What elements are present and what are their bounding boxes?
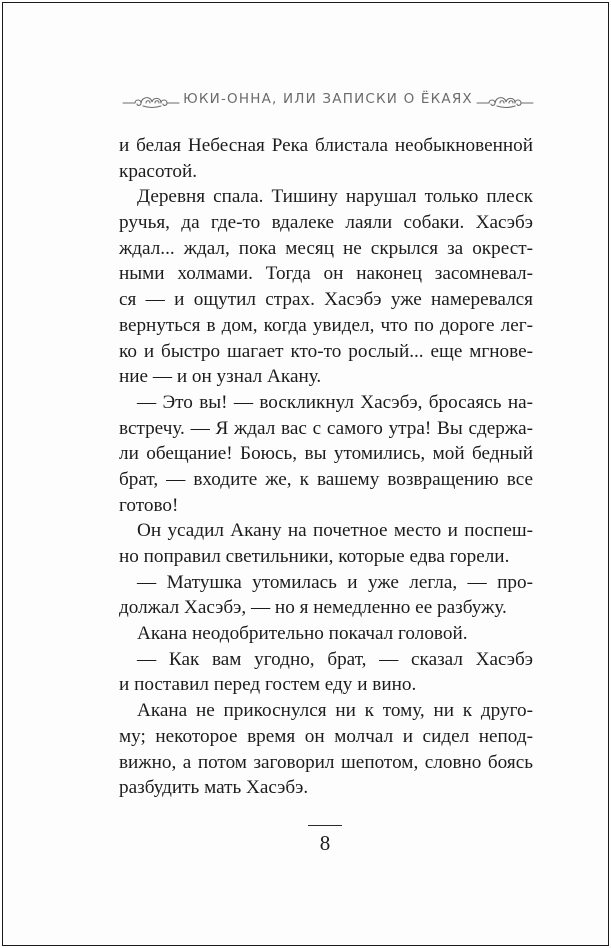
text-line: брат, — входите же, к вашему возвращению все	[119, 468, 533, 490]
text-line: ручья, да где-то вдалеке лаяли собаки. Хасэбэ	[119, 212, 533, 234]
text-line: красотой.	[119, 160, 198, 182]
text-line: Акана не прикоснулся ни к тому, ни к друго-	[137, 700, 533, 722]
cloud-ornament-left-icon	[121, 91, 181, 111]
text-line: разбудить мать Хасэбэ.	[119, 777, 309, 799]
text-line: но поправил светильники, которые едва горели.	[119, 546, 510, 567]
text-line: му; некоторое время он молчал и сидел непод-	[119, 725, 533, 747]
page-header	[3, 87, 608, 115]
text-line: ние — и он узнал Акану.	[119, 366, 322, 388]
paragraph	[119, 133, 533, 184]
text-line: Деревня спала. Тишину нарушал только плеск	[137, 186, 533, 208]
text-line: — Как вам угодно, брат, — сказал Хасэбэ	[137, 648, 533, 670]
text-line: Акана неодобрительно покачал головой.	[137, 623, 468, 645]
text-line: ко и быстро шагает кто-то рослый... еще мгнове-	[119, 340, 533, 362]
text-line: должал Хасэбэ, — но я немедленно ее разбужу.	[119, 597, 507, 619]
paragraph	[119, 518, 533, 569]
text-line: вижно, а потом заговорил шепотом, словно боясь	[119, 751, 533, 773]
text-line: ли обещание! Боюсь, вы утомились, мой бедный	[119, 443, 533, 465]
paragraph	[119, 390, 533, 518]
page-number: 8	[319, 831, 331, 855]
text-line: ся — и ощутил страх. Хасэбэ уже намеревался	[119, 289, 533, 311]
text-line: ными холмами. Тогда он наконец засомневал-	[119, 263, 533, 285]
text-line: и поставил перед гостем еду и вино.	[119, 674, 417, 696]
text-line: готово!	[119, 494, 179, 516]
cloud-ornament-right-icon	[475, 91, 535, 111]
paragraph	[119, 184, 533, 390]
text-line: ждал... ждал, пока месяц не скрылся за окрест-	[119, 237, 533, 259]
paragraph	[119, 647, 533, 698]
text-line: — Матушка утомилась и уже легла, — про-	[137, 571, 533, 593]
text-line: Он усадил Акану на почетное место и поспеш-	[137, 520, 533, 542]
body-text	[119, 133, 533, 801]
running-head: ЮКИ-ОННА, ИЛИ ЗАПИСКИ О ЁКАЯХ	[183, 91, 473, 107]
text-line: вернуться в дом, когда увидел, что по дороге лег-	[119, 314, 533, 336]
paragraph	[119, 698, 533, 801]
book-page	[2, 2, 609, 946]
paragraph	[119, 570, 533, 621]
paragraph	[119, 621, 533, 647]
text-line: и белая Небесная Река блистала необыкновенной	[119, 135, 533, 156]
folio-rule	[308, 825, 342, 826]
text-line: встречу. — Я ждал вас с самого утра! Вы сдержа-	[119, 417, 533, 439]
text-line: — Это вы! — воскликнул Хасэбэ, бросаясь на-	[137, 391, 533, 413]
